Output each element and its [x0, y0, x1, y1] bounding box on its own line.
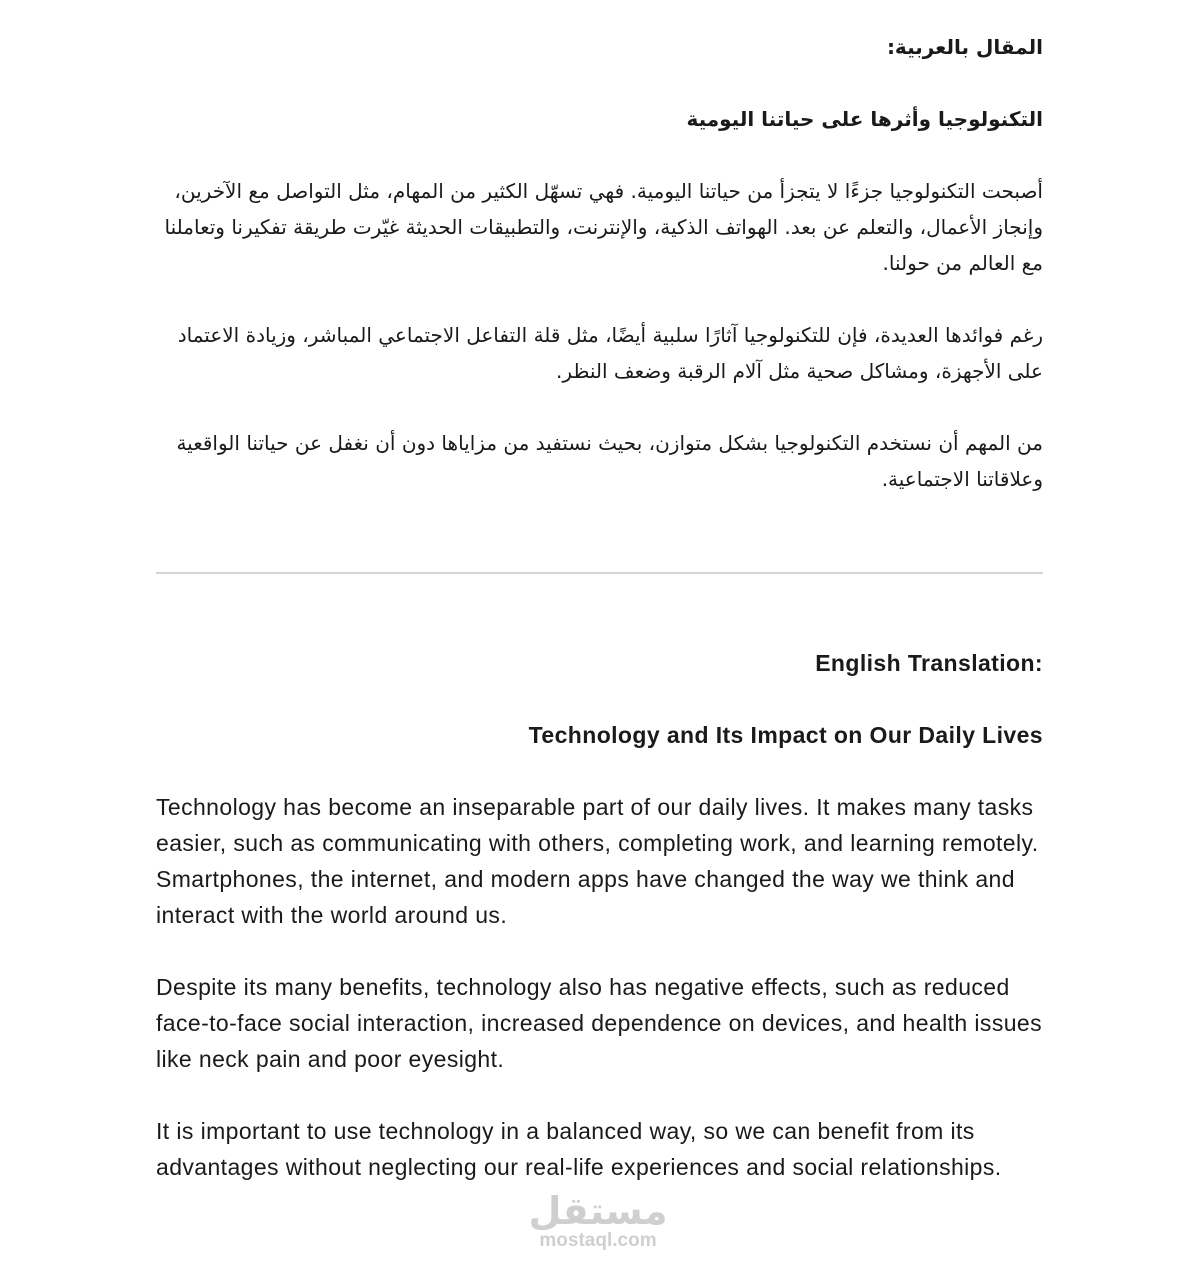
arabic-paragraph-2: رغم فوائدها العديدة، فإن للتكنولوجيا آثارًا سلبية أيضًا، مثل قلة التفاعل الاجتماعي المباشر، وزيادة الاعتماد على الأجهزة، ومشاكل صحية مثل آلام الرقبة وضعف النظر. [177, 323, 1043, 383]
arabic-title: التكنولوجيا وأثرها على حياتنا اليومية [686, 107, 1043, 131]
arabic-paragraph-3: من المهم أن نستخدم التكنولوجيا بشكل متوازن، بحيث نستفيد من مزاياها دون أن نغفل عن حياتنا الواقعية وعلاقاتنا الاجتماعية. [176, 431, 1043, 491]
english-paragraph-3: It is important to use technology in a balanced way, so we can benefit from its advantages without neglecting our real-life experiences and social relationships. [156, 1118, 1002, 1180]
english-title: Technology and Its Impact on Our Daily Lives [528, 722, 1043, 748]
arabic-section-label: المقال بالعربية: [886, 35, 1043, 59]
section-divider [156, 572, 1043, 574]
english-paragraph-1: Technology has become an inseparable part of our daily lives. It makes many tasks easier, such as communicating with others, completing work, and learning remotely. Smartphones, the internet, and modern apps have changed the way we think and interact with the world around us. [156, 794, 1039, 928]
arabic-paragraph-1: أصبحت التكنولوجيا جزءًا لا يتجزأ من حياتنا اليومية. فهي تسهّل الكثير من المهام، مثل التواصل مع الآخرين، وإنجاز الأعمال، والتعلم عن بعد. الهواتف الذكية، والإنترنت، والتطبيقات الحديثة غيّرت طريقة تفكيرنا وتعاملنا مع العالم من حولنا. [164, 179, 1043, 275]
english-paragraph-2: Despite its many benefits, technology also has negative effects, such as reduced face-to-face social interaction, increased dependence on devices, and health issues like neck pain and poor eyesight. [156, 974, 1043, 1072]
english-section-label: English Translation: [815, 650, 1043, 676]
watermark-url: mostaql.com [539, 1230, 657, 1251]
mostaql-watermark [512, 1189, 684, 1252]
watermark-logo: مستقل [528, 1189, 668, 1233]
